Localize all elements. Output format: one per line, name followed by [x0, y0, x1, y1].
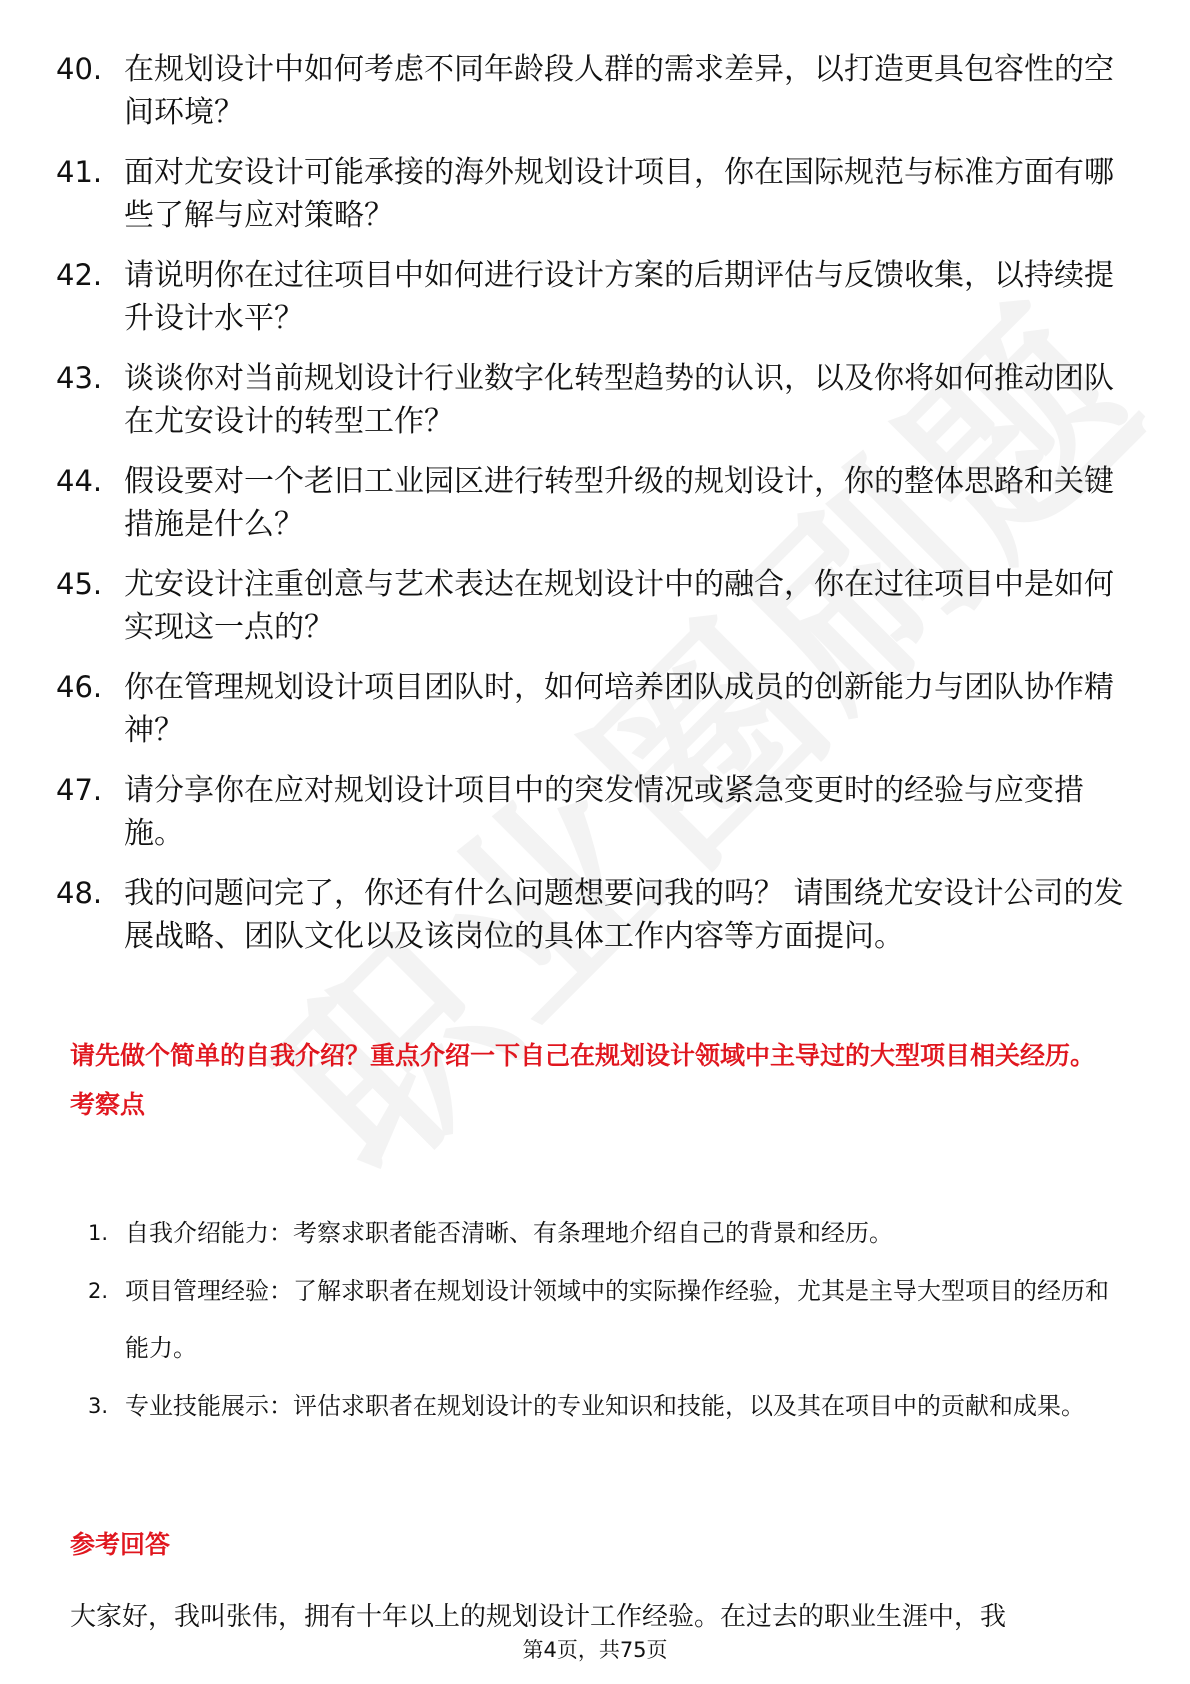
question-item [56, 151, 1136, 237]
question-item [56, 48, 1136, 134]
point-text: 自我介绍能力：考察求职者能否清晰、有条理地介绍自己的背景和经历。 [125, 1219, 893, 1247]
point-number: 1. [88, 1221, 109, 1245]
question-number: 41. [56, 155, 103, 189]
question-number: 48. [56, 876, 103, 910]
point-item [88, 1205, 1130, 1262]
points-label: 考察点 [70, 1090, 146, 1119]
question-text: 谈谈你对当前规划设计行业数字化转型趋势的认识，以及你将如何推动团队在尤安设计的转型工作？ [124, 361, 1114, 439]
point-text: 项目管理经验：了解求职者在规划设计领域中的实际操作经验，尤其是主导大型项目的经历和能力。 [125, 1277, 1109, 1362]
question-text: 假设要对一个老旧工业园区进行转型升级的规划设计，你的整体思路和关键措施是什么？ [124, 464, 1114, 542]
question-list [56, 48, 1136, 975]
question-text: 面对尤安设计可能承接的海外规划设计项目，你在国际规范与标准方面有哪些了解与应对策略？ [124, 155, 1114, 233]
question-item [56, 872, 1136, 958]
point-item [88, 1263, 1130, 1377]
question-number: 44. [56, 464, 103, 498]
question-item [56, 254, 1136, 340]
question-item [56, 460, 1136, 546]
page-footer: 第4页，共75页 [522, 1638, 668, 1662]
question-number: 40. [56, 52, 103, 86]
question-text: 请分享你在应对规划设计项目中的突发情况或紧急变更时的经验与应变措施。 [124, 773, 1084, 851]
question-number: 42. [56, 258, 103, 292]
question-number: 43. [56, 361, 103, 395]
question-number: 47. [56, 773, 103, 807]
question-text: 尤安设计注重创意与艺术表达在规划设计中的融合，你在过往项目中是如何实现这一点的？ [124, 567, 1114, 645]
question-text: 我的问题问完了，你还有什么问题想要问我的吗？ 请围绕尤安设计公司的发展战略、团队文化以及该岗位的具体工作内容等方面提问。 [124, 876, 1124, 954]
question-item [56, 769, 1136, 855]
question-number: 45. [56, 567, 103, 601]
question-text: 请说明你在过往项目中如何进行设计方案的后期评估与反馈收集，以持续提升设计水平？ [124, 258, 1114, 336]
point-item [88, 1378, 1130, 1435]
answer-label: 参考回答 [70, 1530, 171, 1559]
answer-text: 大家好，我叫张伟，拥有十年以上的规划设计工作经验。在过去的职业生涯中，我 [70, 1602, 1007, 1632]
question-item [56, 357, 1136, 443]
point-number: 2. [88, 1279, 109, 1303]
question-number: 46. [56, 670, 103, 704]
question-item [56, 563, 1136, 649]
question-item [56, 666, 1136, 752]
points-list [88, 1205, 1130, 1436]
question-text: 在规划设计中如何考虑不同年龄段人群的需求差异，以打造更具包容性的空间环境？ [124, 52, 1114, 130]
question-text: 你在管理规划设计项目团队时，如何培养团队成员的创新能力与团队协作精神？ [124, 670, 1114, 748]
featured-question-heading: 请先做个简单的自我介绍？重点介绍一下自己在规划设计领域中主导过的大型项目相关经历。 [70, 1041, 1096, 1070]
point-number: 3. [88, 1394, 109, 1418]
point-text: 专业技能展示：评估求职者在规划设计的专业知识和技能，以及其在项目中的贡献和成果。 [125, 1392, 1085, 1420]
